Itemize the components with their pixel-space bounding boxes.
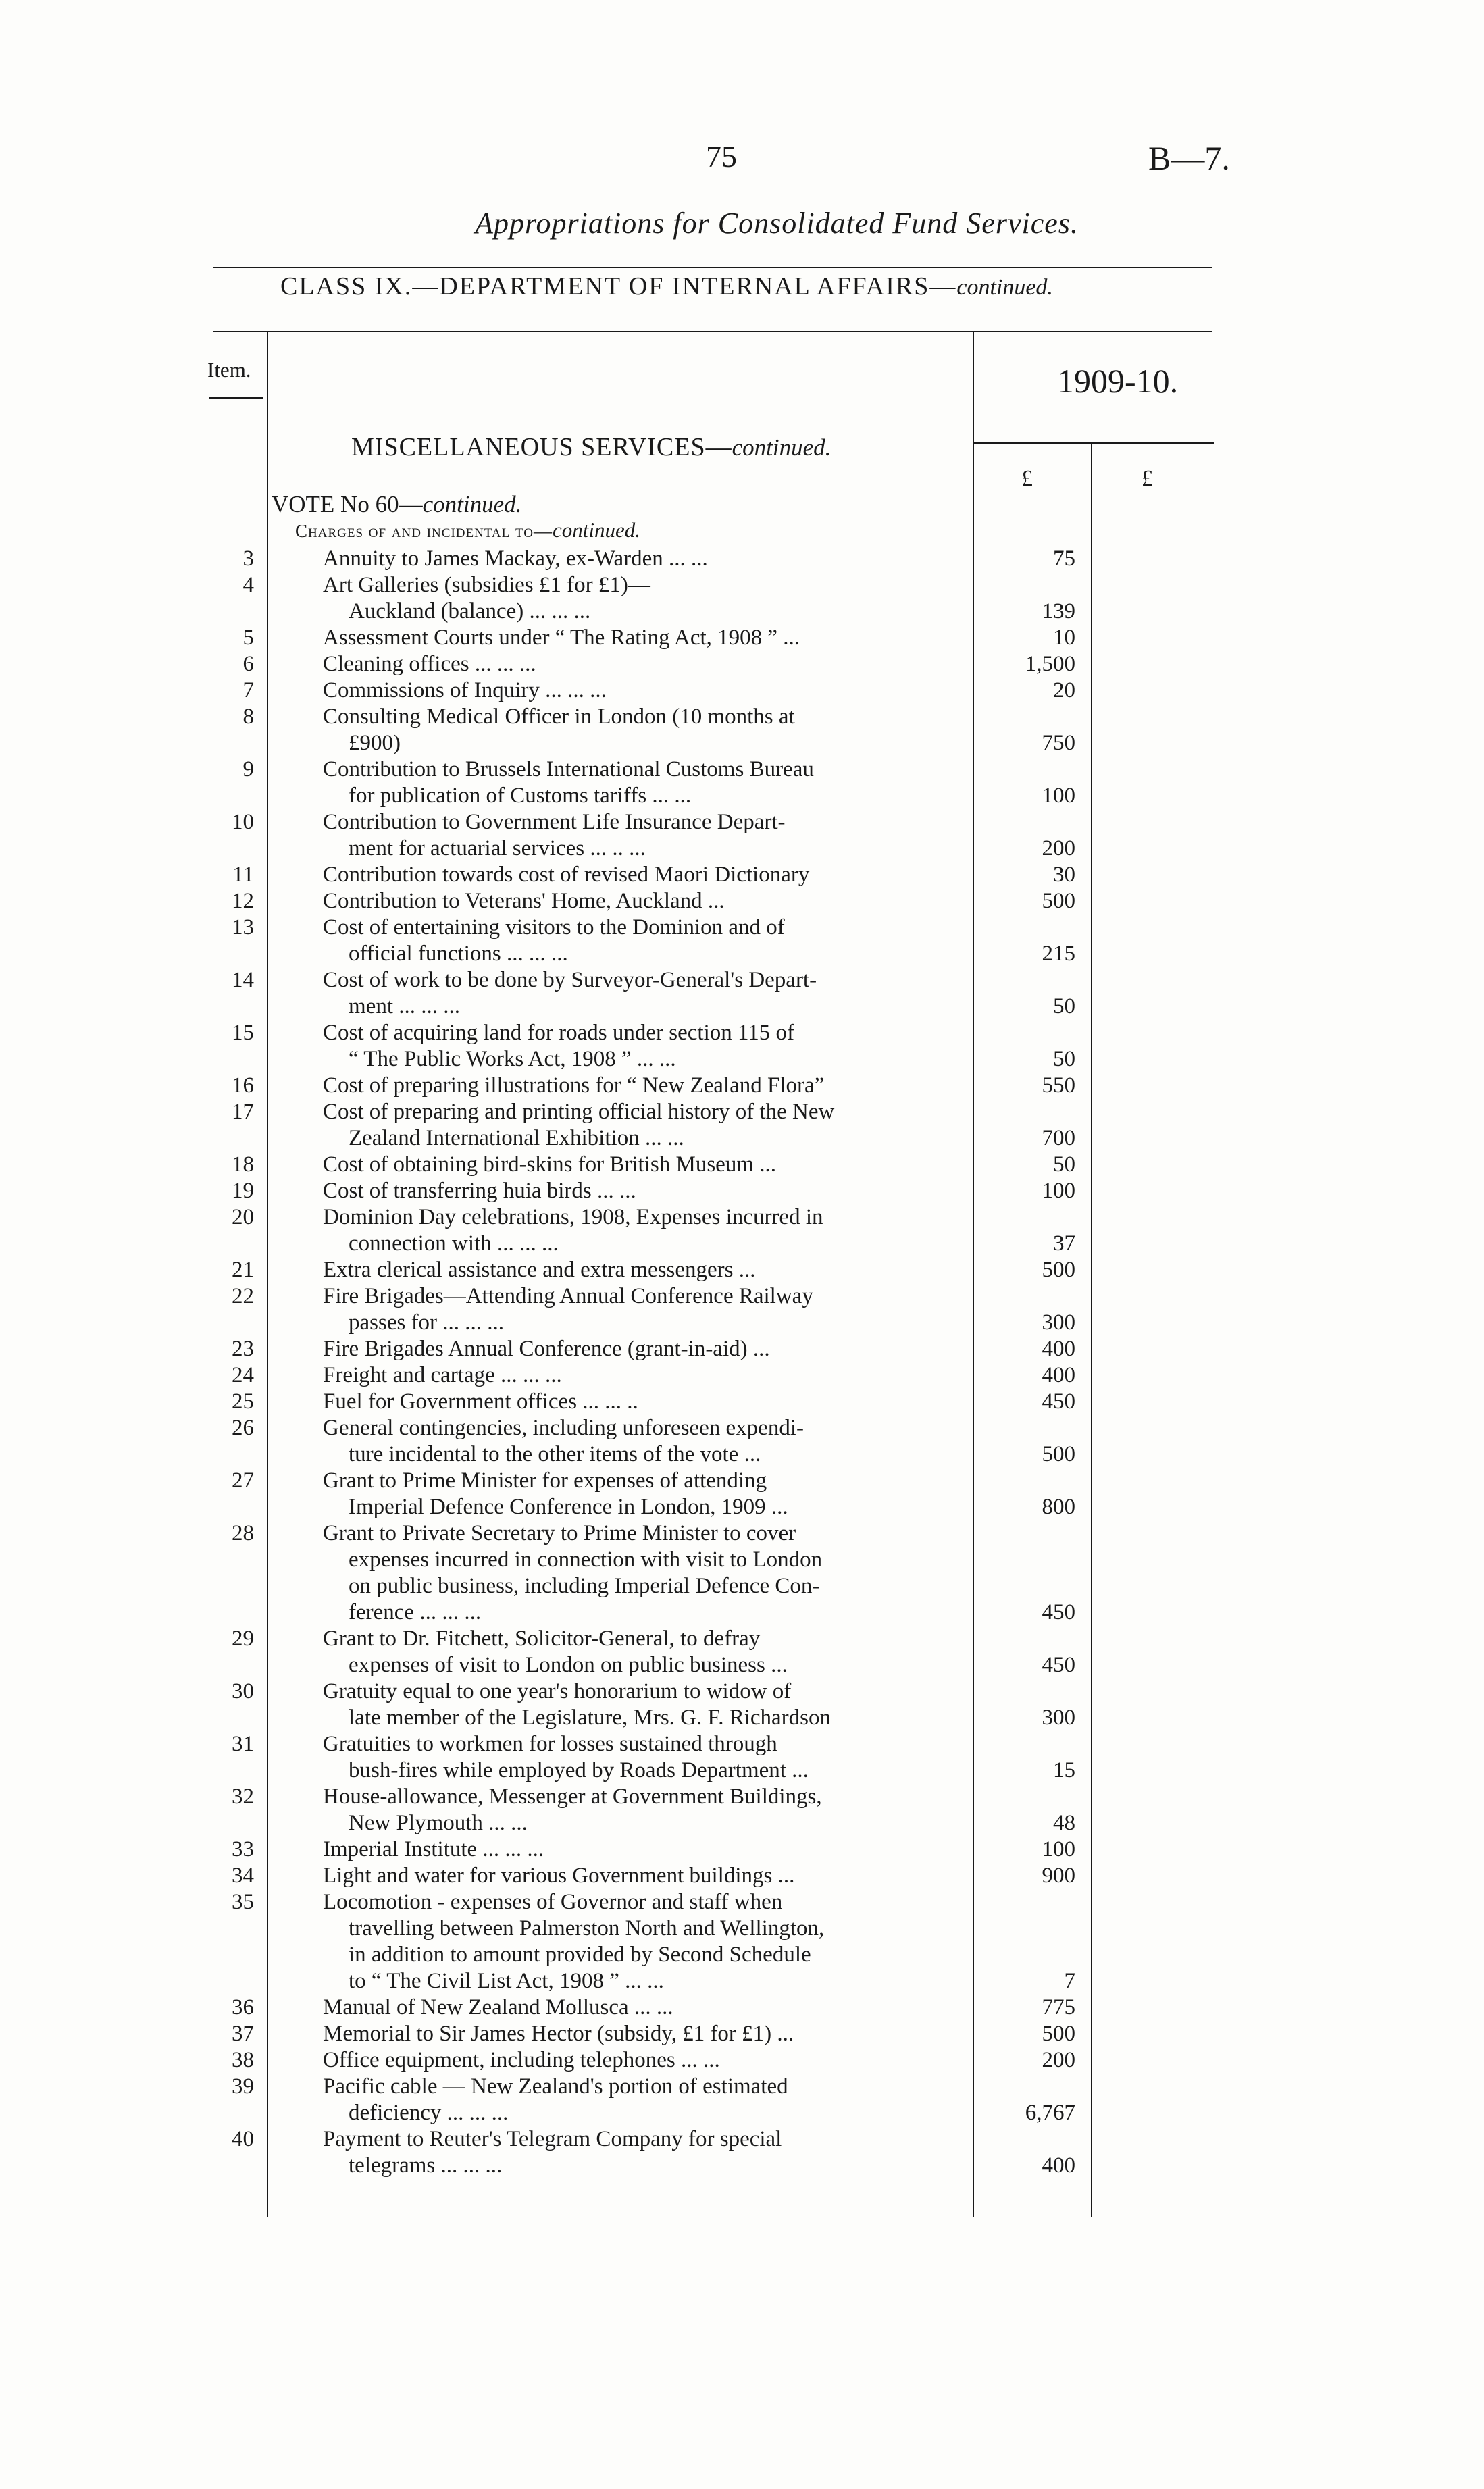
class-heading-cont: continued. bbox=[956, 275, 1053, 300]
description-line: ment for actuarial services ... .. ... bbox=[349, 836, 646, 861]
description-line: Cleaning offices ... ... ... bbox=[323, 652, 536, 676]
year-column-header: 1909-10. bbox=[1057, 362, 1179, 400]
item-description bbox=[323, 2047, 971, 2074]
currency-symbol-1: £ bbox=[1021, 466, 1033, 491]
item-amount: 6,767 bbox=[1025, 2101, 1075, 2125]
item-amount: 300 bbox=[1042, 1705, 1075, 1730]
item-number: 6 bbox=[242, 652, 254, 676]
description-line: Extra clerical assistance and extra messengers ... bbox=[323, 1258, 756, 1282]
description-line: expenses of visit to London on public business ... bbox=[349, 1653, 788, 1677]
description-line: Auckland (balance) ... ... ... bbox=[349, 599, 591, 623]
item-amount: 900 bbox=[1042, 1864, 1075, 1888]
item-number: 17 bbox=[232, 1100, 254, 1124]
item-description bbox=[323, 1204, 971, 1257]
item-amount: 300 bbox=[1042, 1310, 1075, 1335]
item-description bbox=[323, 546, 971, 572]
item-amount: 50 bbox=[1053, 1152, 1075, 1177]
item-amount: 550 bbox=[1042, 1073, 1075, 1098]
description-line: General contingencies, including unforeseen expendi- bbox=[323, 1416, 804, 1440]
item-description bbox=[323, 1152, 971, 1178]
description-line: New Plymouth ... ... bbox=[349, 1811, 528, 1835]
description-line: Cost of entertaining visitors to the Dominion and of bbox=[323, 915, 785, 940]
description-line: passes for ... ... ... bbox=[349, 1310, 505, 1335]
item-amount: 500 bbox=[1042, 1442, 1075, 1466]
item-number: 38 bbox=[232, 2048, 254, 2072]
item-number: 37 bbox=[232, 2022, 254, 2046]
item-description bbox=[323, 1784, 971, 1837]
item-number: 34 bbox=[232, 1864, 254, 1888]
item-description bbox=[323, 1995, 971, 2021]
item-number: 12 bbox=[232, 889, 254, 913]
section-title-text: MISCELLANEOUS SERVICES— bbox=[351, 433, 732, 461]
charges-label-text: Charges of and incidental to— bbox=[295, 521, 553, 541]
class-heading bbox=[280, 272, 1226, 301]
item-description bbox=[323, 1678, 971, 1731]
item-number: 24 bbox=[232, 1363, 254, 1387]
item-description bbox=[323, 1415, 971, 1468]
item-description bbox=[323, 1336, 971, 1362]
description-line: ference ... ... ... bbox=[349, 1600, 482, 1624]
description-line: ture incidental to the other items of the vote ... bbox=[349, 1442, 761, 1466]
description-line: Contribution to Veterans' Home, Auckland ... bbox=[323, 889, 725, 913]
description-line: Pacific cable — New Zealand's portion of estimated bbox=[323, 2074, 788, 2099]
description-line: ment ... ... ... bbox=[349, 994, 460, 1019]
item-number: 9 bbox=[242, 757, 254, 781]
table-top-rule bbox=[213, 331, 1212, 332]
document-code: B—7. bbox=[1148, 139, 1230, 177]
item-amount: 400 bbox=[1042, 2153, 1075, 2178]
item-number: 5 bbox=[242, 625, 254, 650]
description-line: Imperial Institute ... ... ... bbox=[323, 1837, 544, 1862]
item-number: 33 bbox=[232, 1837, 254, 1862]
description-line: Locomotion - expenses of Governor and staff when bbox=[323, 1890, 783, 1914]
description-line: Contribution to Government Life Insurance Depart- bbox=[323, 810, 786, 834]
description-line: Grant to Private Secretary to Prime Minister to cover bbox=[323, 1521, 796, 1545]
item-amount: 450 bbox=[1042, 1389, 1075, 1414]
item-description bbox=[323, 1178, 971, 1204]
item-description bbox=[323, 888, 971, 915]
charges-label bbox=[295, 518, 640, 542]
description-line: Cost of obtaining bird-skins for British Museum ... bbox=[323, 1152, 776, 1177]
description-line: Art Galleries (subsidies £1 for £1)— bbox=[323, 573, 650, 597]
description-line: Grant to Dr. Fitchett, Solicitor-General, to defray bbox=[323, 1626, 761, 1651]
description-line: Light and water for various Government buildings ... bbox=[323, 1864, 795, 1888]
item-number: 21 bbox=[232, 1258, 254, 1282]
description-line: Dominion Day celebrations, 1908, Expenses incurred in bbox=[323, 1205, 823, 1229]
description-line: House-allowance, Messenger at Government Buildings, bbox=[323, 1785, 822, 1809]
item-number: 28 bbox=[232, 1521, 254, 1545]
item-number: 8 bbox=[242, 704, 254, 729]
description-line: Cost of preparing and printing official history of the New bbox=[323, 1100, 835, 1124]
description-line: Manual of New Zealand Mollusca ... ... bbox=[323, 1995, 673, 2020]
item-amount: 215 bbox=[1042, 942, 1075, 966]
item-description bbox=[323, 1257, 971, 1283]
item-number: 16 bbox=[232, 1073, 254, 1098]
charges-label-cont: continued. bbox=[552, 518, 640, 542]
item-number: 32 bbox=[232, 1785, 254, 1809]
item-description bbox=[323, 1073, 971, 1099]
item-amount: 500 bbox=[1042, 2022, 1075, 2046]
item-amount: 100 bbox=[1042, 784, 1075, 808]
description-line: Cost of work to be done by Surveyor-General's Depart- bbox=[323, 968, 817, 992]
description-line: bush-fires while employed by Roads Department ... bbox=[349, 1758, 809, 1782]
description-line: telegrams ... ... ... bbox=[349, 2153, 503, 2178]
item-amount: 100 bbox=[1042, 1179, 1075, 1203]
item-amount: 200 bbox=[1042, 836, 1075, 861]
description-line: Grant to Prime Minister for expenses of attending bbox=[323, 1468, 767, 1493]
item-amount: 20 bbox=[1053, 678, 1075, 702]
item-number: 20 bbox=[232, 1205, 254, 1229]
description-line: Office equipment, including telephones ... ... bbox=[323, 2048, 720, 2072]
item-description bbox=[323, 2074, 971, 2126]
item-amount: 10 bbox=[1053, 625, 1075, 650]
item-number: 3 bbox=[242, 546, 254, 571]
description-line: to “ The Civil List Act, 1908 ” ... ... bbox=[349, 1969, 664, 1993]
item-amount: 50 bbox=[1053, 1047, 1075, 1071]
description-line: Contribution to Brussels International Customs Bureau bbox=[323, 757, 814, 781]
description-line: in addition to amount provided by Second Schedule bbox=[349, 1943, 811, 1967]
currency-symbol-2: £ bbox=[1142, 466, 1153, 491]
description-line: £900) bbox=[349, 731, 401, 755]
item-amount: 139 bbox=[1042, 599, 1075, 623]
page-title: Appropriations for Consolidated Fund Services. bbox=[475, 207, 1079, 240]
description-line: official functions ... ... ... bbox=[349, 942, 568, 966]
item-number: 29 bbox=[232, 1626, 254, 1651]
item-description bbox=[323, 2021, 971, 2047]
page-number: 75 bbox=[706, 139, 737, 174]
description-line: Gratuity equal to one year's honorarium to widow of bbox=[323, 1679, 792, 1703]
item-amount: 500 bbox=[1042, 1258, 1075, 1282]
description-line: Consulting Medical Officer in London (10 months at bbox=[323, 704, 795, 729]
item-amount: 500 bbox=[1042, 889, 1075, 913]
amount-column-mid-rule bbox=[1091, 442, 1092, 2217]
description-line: Cost of preparing illustrations for “ New Zealand Flora” bbox=[323, 1073, 825, 1098]
description-line: Imperial Defence Conference in London, 1909 ... bbox=[349, 1495, 788, 1519]
description-line: Payment to Reuter's Telegram Company for special bbox=[323, 2127, 782, 2151]
item-amount: 50 bbox=[1053, 994, 1075, 1019]
item-amount: 75 bbox=[1053, 546, 1075, 571]
description-line: Commissions of Inquiry ... ... ... bbox=[323, 678, 607, 702]
vote-label-cont: continued. bbox=[422, 491, 522, 517]
vote-label bbox=[272, 491, 521, 518]
item-number: 10 bbox=[232, 810, 254, 834]
item-description bbox=[323, 1837, 971, 1863]
section-title bbox=[351, 432, 831, 462]
item-number: 15 bbox=[232, 1021, 254, 1045]
item-number: 40 bbox=[232, 2127, 254, 2151]
item-amount: 450 bbox=[1042, 1653, 1075, 1677]
item-description bbox=[323, 1389, 971, 1415]
item-amount: 800 bbox=[1042, 1495, 1075, 1519]
item-amount: 15 bbox=[1053, 1758, 1075, 1782]
description-line: Cost of acquiring land for roads under section 115 of bbox=[323, 1021, 795, 1045]
class-heading-text: CLASS IX.—DEPARTMENT OF INTERNAL AFFAIRS— bbox=[280, 272, 957, 301]
description-line: “ The Public Works Act, 1908 ” ... ... bbox=[349, 1047, 676, 1071]
item-amount: 450 bbox=[1042, 1600, 1075, 1624]
section-title-cont: continued. bbox=[732, 434, 831, 461]
item-number: 11 bbox=[232, 863, 254, 887]
item-amount: 775 bbox=[1042, 1995, 1075, 2020]
item-number: 22 bbox=[232, 1284, 254, 1308]
item-number: 31 bbox=[232, 1732, 254, 1756]
description-line: Gratuities to workmen for losses sustained through bbox=[323, 1732, 777, 1756]
item-description bbox=[323, 1626, 971, 1678]
item-number: 36 bbox=[232, 1995, 254, 2020]
item-number: 27 bbox=[232, 1468, 254, 1493]
item-number: 39 bbox=[232, 2074, 254, 2099]
item-number: 14 bbox=[232, 968, 254, 992]
description-line: travelling between Palmerston North and Wellington, bbox=[349, 1916, 825, 1941]
item-description bbox=[323, 862, 971, 888]
item-description bbox=[323, 1283, 971, 1336]
item-number: 30 bbox=[232, 1679, 254, 1703]
item-description bbox=[323, 1362, 971, 1389]
item-number: 7 bbox=[242, 678, 254, 702]
item-description bbox=[323, 915, 971, 967]
item-description bbox=[323, 1889, 971, 1995]
vote-label-text: VOTE No 60— bbox=[272, 491, 423, 517]
description-line: on public business, including Imperial Defence Con- bbox=[349, 1574, 820, 1598]
item-description bbox=[323, 651, 971, 677]
description-line: Memorial to Sir James Hector (subsidy, £1 for £1) ... bbox=[323, 2022, 794, 2046]
item-description bbox=[323, 1099, 971, 1152]
description-line: Fuel for Government offices ... ... .. bbox=[323, 1389, 638, 1414]
item-amount: 400 bbox=[1042, 1363, 1075, 1387]
item-number: 26 bbox=[232, 1416, 254, 1440]
item-amount: 30 bbox=[1053, 863, 1075, 887]
item-number: 4 bbox=[242, 573, 254, 597]
item-column-header: Item. bbox=[207, 358, 251, 382]
item-description bbox=[323, 756, 971, 809]
description-line: for publication of Customs tariffs ... ... bbox=[349, 784, 692, 808]
description-line: deficiency ... ... ... bbox=[349, 2101, 509, 2125]
year-header-rule bbox=[974, 442, 1214, 444]
item-number: 18 bbox=[232, 1152, 254, 1177]
item-description bbox=[323, 2126, 971, 2179]
description-line: Cost of transferring huia birds ... ... bbox=[323, 1179, 636, 1203]
title-rule bbox=[213, 267, 1212, 268]
item-description bbox=[323, 572, 971, 625]
item-amount: 7 bbox=[1064, 1969, 1075, 1993]
item-column-rule bbox=[267, 332, 268, 2217]
item-description bbox=[323, 1863, 971, 1889]
description-line: expenses incurred in connection with visit to London bbox=[349, 1547, 823, 1572]
item-description bbox=[323, 1731, 971, 1784]
description-line: Zealand International Exhibition ... ... bbox=[349, 1126, 684, 1150]
item-description bbox=[323, 1020, 971, 1073]
item-header-rule bbox=[209, 397, 263, 399]
description-line: Fire Brigades Annual Conference (grant-in-aid) ... bbox=[323, 1337, 770, 1361]
description-line: connection with ... ... ... bbox=[349, 1231, 559, 1256]
item-description bbox=[323, 967, 971, 1020]
item-amount: 400 bbox=[1042, 1337, 1075, 1361]
item-amount: 200 bbox=[1042, 2048, 1075, 2072]
description-line: Fire Brigades—Attending Annual Conference Railway bbox=[323, 1284, 813, 1308]
item-description bbox=[323, 1468, 971, 1520]
description-line: late member of the Legislature, Mrs. G. F. Richardson bbox=[349, 1705, 831, 1730]
item-description bbox=[323, 809, 971, 862]
item-amount: 48 bbox=[1053, 1811, 1075, 1835]
item-description bbox=[323, 677, 971, 704]
item-description bbox=[323, 1520, 971, 1626]
item-description bbox=[323, 625, 971, 651]
description-line: Freight and cartage ... ... ... bbox=[323, 1363, 562, 1387]
item-number: 13 bbox=[232, 915, 254, 940]
item-number: 25 bbox=[232, 1389, 254, 1414]
item-amount: 37 bbox=[1053, 1231, 1075, 1256]
item-amount: 700 bbox=[1042, 1126, 1075, 1150]
description-line: Contribution towards cost of revised Maori Dictionary bbox=[323, 863, 810, 887]
description-line: Annuity to James Mackay, ex-Warden ... ... bbox=[323, 546, 708, 571]
item-number: 19 bbox=[232, 1179, 254, 1203]
description-line: Assessment Courts under “ The Rating Act, 1908 ” ... bbox=[323, 625, 800, 650]
item-amount: 1,500 bbox=[1025, 652, 1075, 676]
item-number: 23 bbox=[232, 1337, 254, 1361]
item-number: 35 bbox=[232, 1890, 254, 1914]
item-description bbox=[323, 704, 971, 756]
item-amount: 750 bbox=[1042, 731, 1075, 755]
item-amount: 100 bbox=[1042, 1837, 1075, 1862]
